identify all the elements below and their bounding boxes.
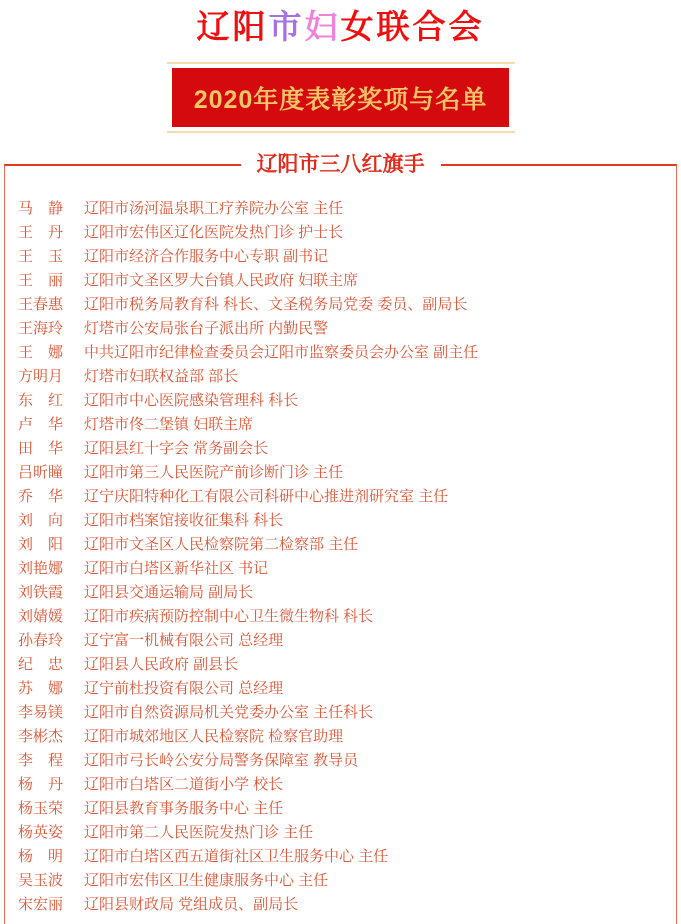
recipient-row xyxy=(18,197,666,221)
recipient-affiliation: 辽阳市档案馆接收征集科 科长 xyxy=(84,512,284,529)
recipient-name: 王 玉 xyxy=(18,248,64,265)
recipient-affiliation: 辽阳市白塔区西五道街社区卫生服务中心 主任 xyxy=(84,848,389,865)
recipient-affiliation: 辽阳县财政局 党组成员、副局长 xyxy=(84,896,299,913)
recipient-affiliation: 辽阳市文圣区人民检察院第二检察部 主任 xyxy=(84,536,359,553)
recipient-affiliation: 辽阳市中心医院感染管理科 科长 xyxy=(84,392,299,409)
recipient-row xyxy=(18,629,666,653)
recipient-affiliation: 辽阳市宏伟区卫生健康服务中心 主任 xyxy=(84,872,329,889)
gold-divider-top xyxy=(167,62,515,64)
recipient-row xyxy=(18,701,666,725)
recipient-name: 吕昕瞳 xyxy=(18,464,64,481)
recipient-affiliation: 辽阳市第三人民医院产前诊断门诊 主任 xyxy=(84,464,344,481)
recipient-row xyxy=(18,557,666,581)
recipient-name: 李易镁 xyxy=(18,704,64,721)
recipient-name: 方明月 xyxy=(18,368,64,385)
recipient-row xyxy=(18,653,666,677)
recipient-row xyxy=(18,437,666,461)
org-title-char: 会 xyxy=(448,8,485,45)
recipient-name: 杨 丹 xyxy=(18,776,64,793)
org-title-char: 辽 xyxy=(196,8,233,45)
recipient-affiliation: 辽阳市文圣区罗大台镇人民政府 妇联主席 xyxy=(84,272,359,289)
org-title-char: 妇 xyxy=(304,8,341,45)
recipient-affiliation: 辽阳市疾病预防控制中心卫生微生物科 科长 xyxy=(84,608,374,625)
recipient-row xyxy=(18,389,666,413)
recipient-row xyxy=(18,269,666,293)
recipient-name: 刘 阳 xyxy=(18,536,64,553)
recipient-name: 王 娜 xyxy=(18,344,64,361)
recipient-list xyxy=(5,166,676,917)
section-title: 辽阳市三八红旗手 xyxy=(241,151,441,179)
recipient-name: 纪 忠 xyxy=(18,656,64,673)
org-title-char: 合 xyxy=(412,8,449,45)
recipient-row xyxy=(18,533,666,557)
recipient-affiliation: 辽阳市城郊地区人民检察院 检察官助理 xyxy=(84,728,344,745)
recipient-affiliation: 辽阳县交通运输局 副局长 xyxy=(84,584,254,601)
recipient-name: 刘铁霞 xyxy=(18,584,64,601)
recipient-affiliation: 灯塔市佟二堡镇 妇联主席 xyxy=(84,416,254,433)
recipient-name: 吴玉波 xyxy=(18,872,64,889)
recipient-name: 乔 华 xyxy=(18,488,64,505)
recipient-name: 杨英姿 xyxy=(18,824,64,841)
recipient-affiliation: 辽阳市经济合作服务中心专职 副书记 xyxy=(84,248,329,265)
recipient-name: 宋宏丽 xyxy=(18,896,64,913)
recipient-row xyxy=(18,581,666,605)
recipient-affiliation: 中共辽阳市纪律检查委员会辽阳市监察委员会办公室 副主任 xyxy=(84,344,479,361)
recipient-name: 王海玲 xyxy=(18,320,64,337)
recipient-name: 刘 向 xyxy=(18,512,64,529)
recipient-name: 孙春玲 xyxy=(18,632,64,649)
award-section xyxy=(4,153,677,924)
recipient-affiliation: 辽阳市白塔区新华社区 书记 xyxy=(84,560,269,577)
recipient-row xyxy=(18,773,666,797)
recipient-row xyxy=(18,221,666,245)
org-title-char: 市 xyxy=(268,8,305,45)
org-title-char: 阳 xyxy=(232,8,269,45)
page xyxy=(0,6,681,924)
recipient-name: 王春惠 xyxy=(18,296,64,313)
recipient-affiliation: 辽阳市汤河温泉职工疗养院办公室 主任 xyxy=(84,200,344,217)
recipient-affiliation: 灯塔市妇联权益部 部长 xyxy=(84,368,239,385)
recipient-affiliation: 辽阳市白塔区二道街小学 校长 xyxy=(84,776,284,793)
recipient-row xyxy=(18,893,666,917)
recipient-name: 杨 明 xyxy=(18,848,64,865)
recipient-name: 王 丹 xyxy=(18,224,64,241)
recipient-row xyxy=(18,725,666,749)
recipient-affiliation: 辽阳县人民政府 副县长 xyxy=(84,656,239,673)
recipient-row xyxy=(18,413,666,437)
org-title-char: 联 xyxy=(376,8,413,45)
recipient-affiliation: 灯塔市公安局张台子派出所 内勤民警 xyxy=(84,320,329,337)
recipient-affiliation: 辽阳县红十字会 常务副会长 xyxy=(84,440,269,457)
banner-label: 2020年度表彰奖项与名单 xyxy=(193,85,488,114)
recipient-row xyxy=(18,509,666,533)
recipient-row xyxy=(18,293,666,317)
recipient-name: 东 红 xyxy=(18,392,64,409)
recipient-row xyxy=(18,821,666,845)
recipient-affiliation: 辽宁富一机械有限公司 总经理 xyxy=(84,632,284,649)
recipient-row xyxy=(18,485,666,509)
recipient-name: 李 程 xyxy=(18,752,64,769)
recipient-row xyxy=(18,797,666,821)
recipient-name: 苏 娜 xyxy=(18,680,64,697)
recipient-name: 王 丽 xyxy=(18,272,64,289)
award-year-banner xyxy=(172,68,509,127)
recipient-name: 李彬杰 xyxy=(18,728,64,745)
recipient-name: 卢 华 xyxy=(18,416,64,433)
recipient-row xyxy=(18,677,666,701)
recipient-name: 杨玉荣 xyxy=(18,800,64,817)
recipient-row xyxy=(18,341,666,365)
recipient-affiliation: 辽宁前杜投资有限公司 总经理 xyxy=(84,680,284,697)
recipient-row xyxy=(18,461,666,485)
recipient-row xyxy=(18,749,666,773)
org-title-char: 女 xyxy=(340,8,377,45)
recipient-row xyxy=(18,869,666,893)
recipient-row xyxy=(18,845,666,869)
recipient-name: 刘艳娜 xyxy=(18,560,64,577)
recipient-row xyxy=(18,245,666,269)
recipient-name: 田 华 xyxy=(18,440,64,457)
org-title xyxy=(0,6,681,48)
recipient-affiliation: 辽阳市第二人民医院发热门诊 主任 xyxy=(84,824,314,841)
recipient-row xyxy=(18,365,666,389)
recipient-affiliation: 辽阳市宏伟区辽化医院发热门诊 护士长 xyxy=(84,224,344,241)
recipient-affiliation: 辽阳市自然资源局机关党委办公室 主任科长 xyxy=(84,704,374,721)
gold-divider-bottom xyxy=(167,131,515,133)
recipient-affiliation: 辽宁庆阳特种化工有限公司科研中心推进剂研究室 主任 xyxy=(84,488,449,505)
recipient-name: 刘婧媛 xyxy=(18,608,64,625)
recipient-affiliation: 辽阳市税务局教育科 科长、文圣税务局党委 委员、副局长 xyxy=(84,296,468,313)
recipient-affiliation: 辽阳县教育事务服务中心 主任 xyxy=(84,800,284,817)
recipient-row xyxy=(18,317,666,341)
recipient-row xyxy=(18,605,666,629)
recipient-affiliation: 辽阳市弓长岭公安分局警务保障室 教导员 xyxy=(84,752,359,769)
recipient-name: 马 静 xyxy=(18,200,64,217)
